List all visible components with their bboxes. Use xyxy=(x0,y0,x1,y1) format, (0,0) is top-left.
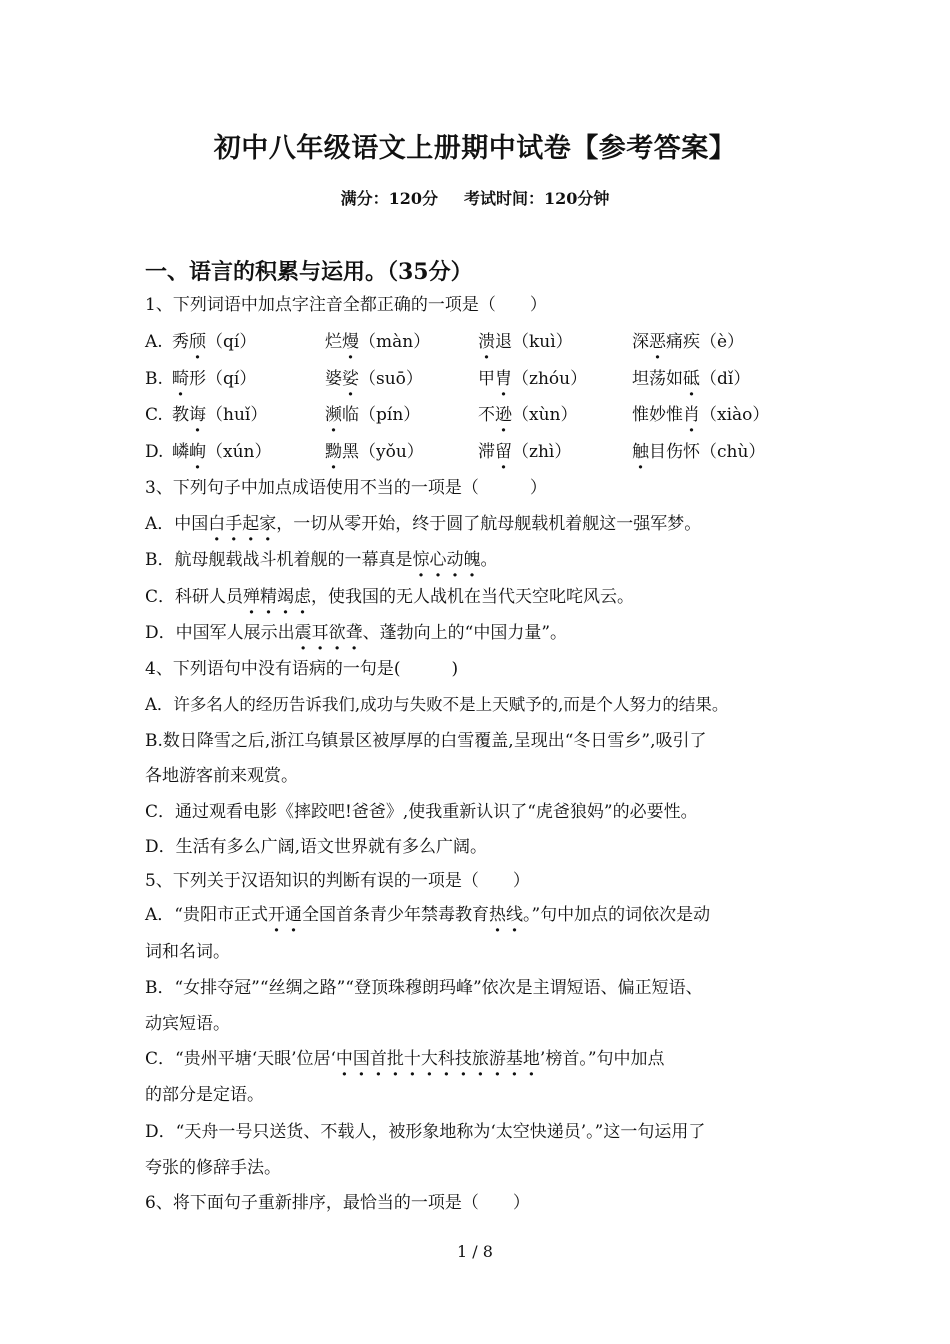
q5-option-c-line2: 的部分是定语。 xyxy=(145,1085,264,1105)
q1-word-item xyxy=(478,440,571,464)
section-heading: 一、语言的积累与运用。（35分） xyxy=(145,259,473,285)
emphasis-char: 胄 xyxy=(495,369,512,389)
q1-option-label: B. xyxy=(145,369,163,389)
emphasis-char: 精 xyxy=(260,587,278,607)
text: 退 xyxy=(495,332,512,352)
text: C．“贵州平塘‘天眼’位居‘ xyxy=(145,1049,336,1069)
emphasis-char: 线 xyxy=(505,905,523,925)
emphasis-char: 聋 xyxy=(345,623,363,643)
q1-word-item xyxy=(172,367,256,391)
emphasis-char: 惊 xyxy=(412,550,430,570)
dotted-idiom xyxy=(208,514,276,534)
q1-word-item xyxy=(325,367,423,391)
text: 惟妙惟 xyxy=(632,405,683,425)
full-score: 满分：120分 xyxy=(340,189,438,208)
text: 黑 xyxy=(342,442,359,462)
q4-option-b-line2: 各地游客前来观赏。 xyxy=(145,766,298,786)
q1-option-label: C. xyxy=(145,405,163,425)
q1-word-item xyxy=(632,367,750,391)
text: B．航母舰载战斗机着舰的一幕真是 xyxy=(145,550,413,570)
text: 深 xyxy=(632,332,649,352)
pinyin: （dǐ） xyxy=(700,369,751,389)
emphasis-char: 中 xyxy=(335,1049,353,1069)
q5-option-d-line2: 夸张的修辞手法。 xyxy=(145,1158,281,1178)
emphasis-char: 颀 xyxy=(189,332,206,352)
q1-word-item xyxy=(478,403,578,427)
text: D．中国军人展示出 xyxy=(145,623,295,643)
text: 教 xyxy=(172,405,189,425)
pinyin: （chù） xyxy=(700,442,766,462)
emphasis-char: 触 xyxy=(632,442,649,462)
text: 目伤怀 xyxy=(649,442,700,462)
text: 坦荡如 xyxy=(632,369,683,389)
q3-option-a xyxy=(145,512,701,536)
emphasis-char: 逊 xyxy=(495,405,512,425)
emphasis-char: 技 xyxy=(454,1049,472,1069)
pinyin: （qí） xyxy=(206,332,257,352)
pinyin: （kuì） xyxy=(512,332,573,352)
q5-option-b-line2: 动宾短语。 xyxy=(145,1014,230,1034)
emphasis-char: 手 xyxy=(225,514,243,534)
q5-option-c-line1 xyxy=(145,1047,665,1071)
text: 、蓬勃向上的“中国力量”。 xyxy=(362,623,568,643)
emphasis-char: 首 xyxy=(369,1049,387,1069)
exam-time: 考试时间：120分钟 xyxy=(464,189,610,208)
q1-word-item xyxy=(325,440,424,464)
emphasis-char: 基 xyxy=(505,1049,523,1069)
q3-stem: 3、下列句子中加点成语使用不当的一项是（ ） xyxy=(145,478,547,498)
emphasis-char: 白 xyxy=(208,514,226,534)
emphasis-char: 虑 xyxy=(294,587,312,607)
pinyin: （suō） xyxy=(359,369,423,389)
pinyin: （màn） xyxy=(359,332,431,352)
pinyin: （xún） xyxy=(206,442,272,462)
emphasis-char: 恶 xyxy=(649,332,666,352)
text: 秀 xyxy=(172,332,189,352)
emphasis-char: 国 xyxy=(352,1049,370,1069)
q1-word-item xyxy=(632,403,769,427)
q1-word-item xyxy=(172,440,272,464)
emphasis-char: 大 xyxy=(420,1049,438,1069)
emphasis-char: 旅 xyxy=(471,1049,489,1069)
q3-option-b xyxy=(145,548,498,572)
q1-word-item xyxy=(632,330,744,354)
q3-option-d xyxy=(145,621,567,645)
text: ，一切从零开始，终于圆了航母舰载机着舰这一强军梦。 xyxy=(276,514,702,534)
dotted-idiom xyxy=(243,587,311,607)
page-number: 1 / 8 xyxy=(457,1242,493,1261)
q1-word-item xyxy=(478,367,587,391)
pinyin: （qí） xyxy=(206,369,257,389)
emphasis-char: 娑 xyxy=(342,369,359,389)
emphasis-char: 魄 xyxy=(463,550,481,570)
q1-word-item xyxy=(325,330,430,354)
text: 不 xyxy=(478,405,495,425)
emphasis-char: 留 xyxy=(495,442,512,462)
text: 形 xyxy=(189,369,206,389)
text: ’榜首。”句中加点 xyxy=(539,1049,665,1069)
emphasis-char: 熳 xyxy=(342,332,359,352)
text: 全国首条青少年禁毒教育 xyxy=(301,905,489,925)
text: 滞 xyxy=(478,442,495,462)
dotted-idiom xyxy=(413,550,481,570)
emphasis-char: 肖 xyxy=(683,405,700,425)
q1-word-item xyxy=(632,440,765,464)
emphasis-char: 黝 xyxy=(325,442,342,462)
emphasis-char: 竭 xyxy=(277,587,295,607)
q5-option-b-line1: B．“女排夺冠”“丝绸之路”“登顶珠穆朗玛峰”依次是主谓短语、偏正短语、 xyxy=(145,978,703,998)
emphasis-char: 家 xyxy=(259,514,277,534)
pinyin: （huǐ） xyxy=(206,405,268,425)
text: A．中国 xyxy=(145,514,209,534)
text: 嶙 xyxy=(172,442,189,462)
text: 婆 xyxy=(325,369,342,389)
q3-option-c xyxy=(145,585,634,609)
q4-option-a: A．许多名人的经历告诉我们,成功与失败不是上天赋予的,而是个人努力的结果。 xyxy=(145,695,729,714)
text: C．科研人员 xyxy=(145,587,244,607)
dotted-word xyxy=(489,905,523,925)
emphasis-char: 批 xyxy=(386,1049,404,1069)
pinyin: （xùn） xyxy=(512,405,578,425)
emphasis-char: 游 xyxy=(488,1049,506,1069)
text: 烂 xyxy=(325,332,342,352)
q4-stem: 4、下列语句中没有语病的一句是( ) xyxy=(145,659,459,679)
emphasis-char: 峋 xyxy=(189,442,206,462)
q4-option-b-line1: B.数日降雪之后,浙江乌镇景区被厚厚的白雪覆盖,呈现出“冬日雪乡”,吸引了 xyxy=(145,731,707,751)
emphasis-char: 震 xyxy=(294,623,312,643)
text: 痛疾 xyxy=(666,332,700,352)
emphasis-char: 热 xyxy=(488,905,506,925)
text: 。”句中加点的词依次是动 xyxy=(522,905,711,925)
emphasis-char: 砥 xyxy=(683,369,700,389)
q5-stem: 5、下列关于汉语知识的判断有误的一项是（ ） xyxy=(145,871,530,891)
emphasis-char: 心 xyxy=(429,550,447,570)
q5-option-a-line2: 词和名词。 xyxy=(145,942,230,962)
emphasis-char: 科 xyxy=(437,1049,455,1069)
text: 甲 xyxy=(478,369,495,389)
q1-option-label: D. xyxy=(145,442,164,462)
q1-stem: 1、下列词语中加点字注音全都正确的一项是（ ） xyxy=(145,295,547,315)
q6-stem: 6、将下面句子重新排序，最恰当的一项是（ ） xyxy=(145,1193,530,1213)
emphasis-char: 濒 xyxy=(325,405,342,425)
pinyin: （pín） xyxy=(359,405,421,425)
emphasis-char: 通 xyxy=(284,905,302,925)
pinyin: （zhóu） xyxy=(512,369,588,389)
exam-info xyxy=(0,186,950,209)
emphasis-char: 动 xyxy=(446,550,464,570)
emphasis-char: 十 xyxy=(403,1049,421,1069)
emphasis-char: 耳 xyxy=(311,623,329,643)
text: 临 xyxy=(342,405,359,425)
emphasis-char: 殚 xyxy=(243,587,261,607)
page-title: 初中八年级语文上册期中试卷【参考答案】 xyxy=(213,133,737,164)
q1-word-item xyxy=(172,330,256,354)
text: A．“贵阳市正式 xyxy=(145,905,268,925)
pinyin: （zhì） xyxy=(512,442,572,462)
pinyin: （yǒu） xyxy=(359,442,424,462)
pinyin: （xiào） xyxy=(700,405,770,425)
emphasis-char: 开 xyxy=(267,905,285,925)
dotted-phrase xyxy=(336,1049,540,1069)
text: 。 xyxy=(480,550,498,570)
q4-option-c: C．通过观看电影《摔跤吧!爸爸》,使我重新认识了“虎爸狼妈”的必要性。 xyxy=(145,802,698,822)
emphasis-char: 欲 xyxy=(328,623,346,643)
emphasis-char: 溃 xyxy=(478,332,495,352)
pinyin: （è） xyxy=(700,332,745,352)
emphasis-char: 诲 xyxy=(189,405,206,425)
dotted-word xyxy=(268,905,302,925)
emphasis-char: 起 xyxy=(242,514,260,534)
text: ，使我国的无人战机在当代天空叱咤风云。 xyxy=(311,587,635,607)
q1-option-label: A. xyxy=(145,332,163,352)
q4-option-d: D．生活有多么广阔,语文世界就有多么广阔。 xyxy=(145,837,488,857)
q1-word-item xyxy=(325,403,420,427)
emphasis-char: 地 xyxy=(522,1049,540,1069)
q1-word-item xyxy=(478,330,573,354)
q5-option-a-line1 xyxy=(145,903,710,927)
q5-option-d-line1: D．“天舟一号只送货、不载人，被形象地称为‘太空快递员’。”这一句运用了 xyxy=(145,1122,706,1142)
q1-word-item xyxy=(172,403,267,427)
dotted-idiom xyxy=(295,623,363,643)
emphasis-char: 畸 xyxy=(172,369,189,389)
